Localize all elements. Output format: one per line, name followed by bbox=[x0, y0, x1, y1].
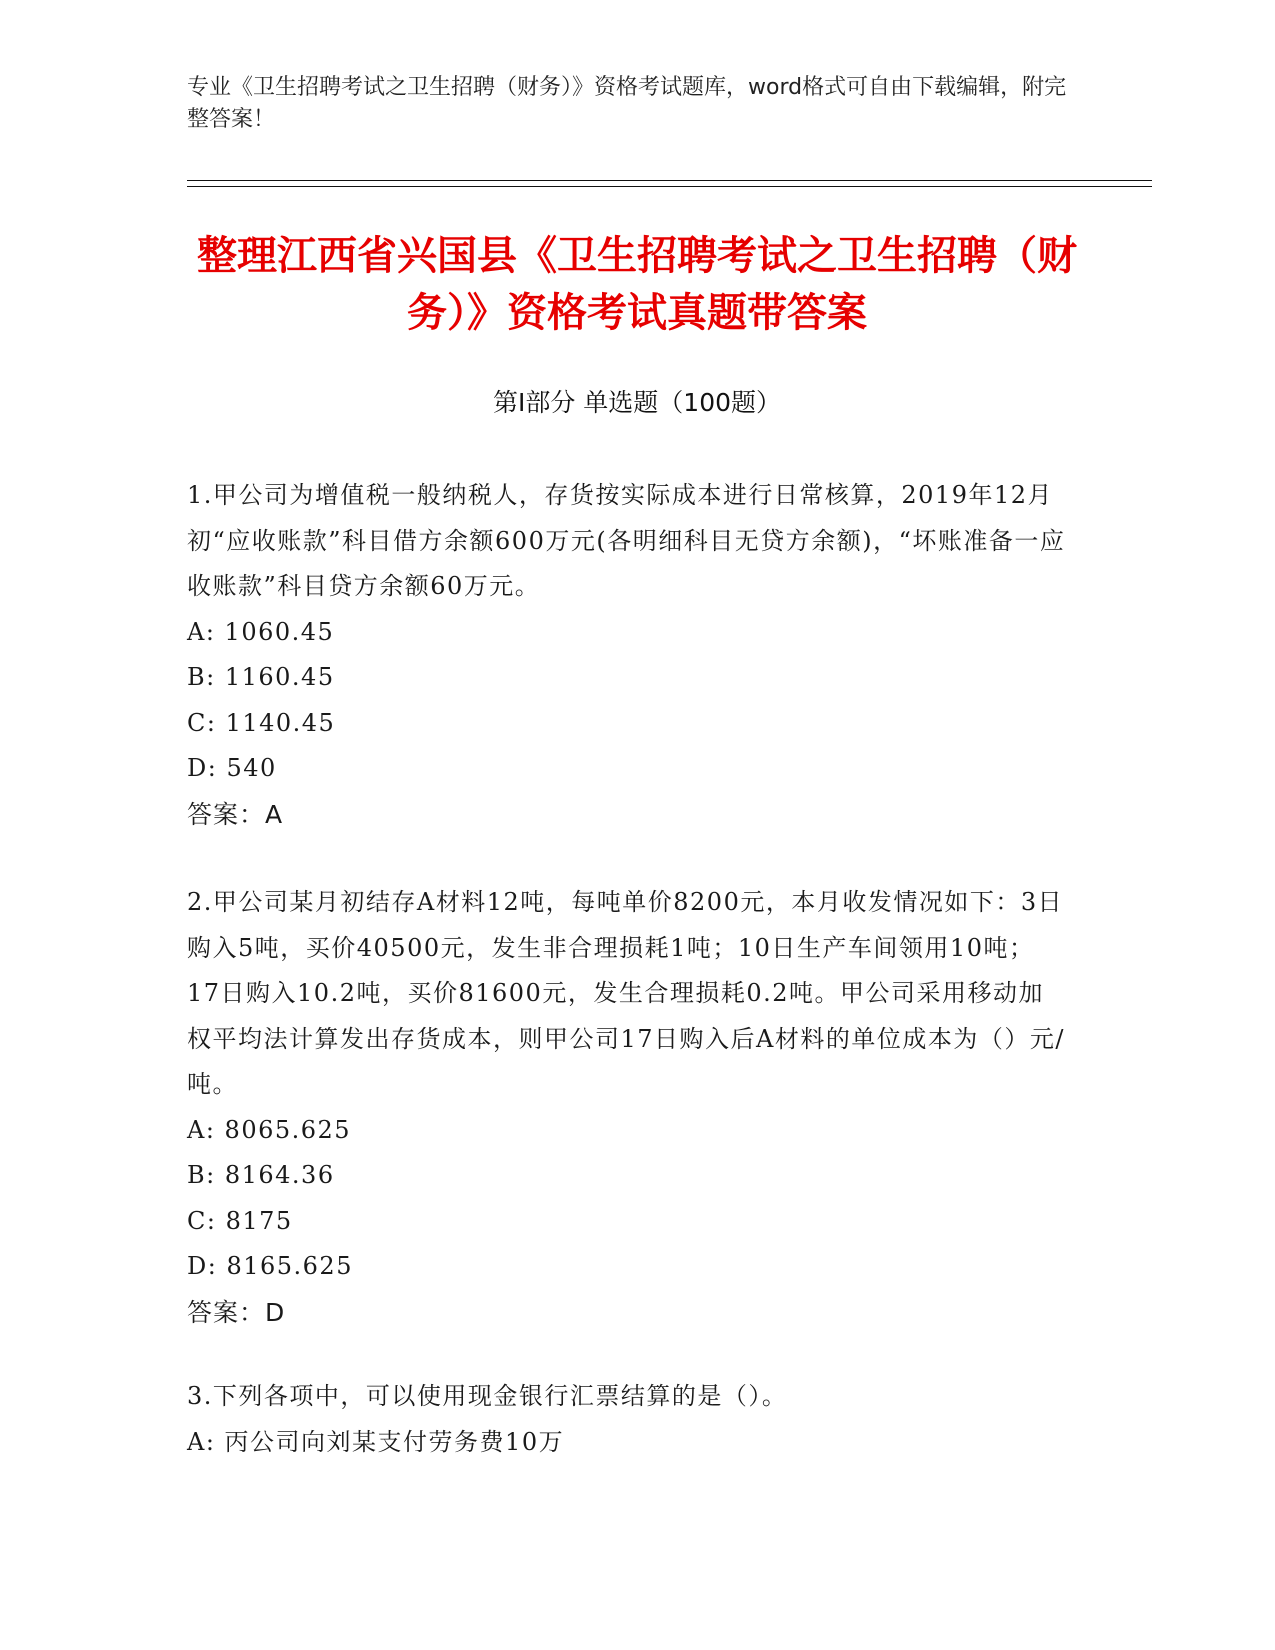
option-c: C: 8175 bbox=[187, 1206, 293, 1235]
option-d: D: 540 bbox=[187, 754, 277, 782]
header-rule-bottom bbox=[187, 186, 1152, 187]
option-b: B: 8164.36 bbox=[187, 1161, 335, 1189]
option-a: A: 8065.625 bbox=[187, 1115, 352, 1144]
answer-line: 答案：A bbox=[187, 799, 284, 829]
question-stem: 2.甲公司某月初结存A材料12吨，每吨单价8200元，本月收发情况如下：3日购入5吨，买价40500元，发生非合理损耗1吨；10日生产车间领用10吨；17日购入10.2吨，买价81600元，发生合理损耗0.2吨。甲公司采用移动加权平均法计算发出存货成本，则甲公司17日购入后A材料的单位成本为（）元/吨。 bbox=[187, 888, 1065, 1098]
header-note: 专业《卫生招聘考试之卫生招聘（财务）》资格考试题库，word格式可自由下载编辑，附完整答案！ bbox=[187, 75, 1067, 132]
option-b: B: 1160.45 bbox=[187, 663, 335, 691]
answer-line: 答案：D bbox=[187, 1297, 286, 1327]
section-heading: 第Ⅰ部分 单选题（100题） bbox=[492, 388, 782, 417]
option-a: A: 1060.45 bbox=[187, 617, 335, 646]
document-title: 整理江西省兴国县《卫生招聘考试之卫生招聘（财务）》资格考试真题带答案 bbox=[197, 233, 1077, 336]
question-2 bbox=[187, 880, 1067, 1335]
question-1 bbox=[187, 473, 1067, 837]
option-d: D: 8165.625 bbox=[187, 1252, 353, 1280]
option-c: C: 1140.45 bbox=[187, 708, 336, 737]
header-rule-top bbox=[187, 180, 1152, 181]
question-stem: 3.下列各项中，可以使用现金银行汇票结算的是（）。 bbox=[187, 1382, 788, 1410]
option-a: A: 丙公司向刘某支付劳务费10万 bbox=[187, 1427, 565, 1456]
question-3 bbox=[187, 1374, 1067, 1465]
question-stem: 1.甲公司为增值税一般纳税人，存货按实际成本进行日常核算，2019年12月初“应收账款”科目借方余额600万元(各明细科目无贷方余额)，“坏账准备一应收账款”科目贷方余额60万元。 bbox=[187, 481, 1066, 600]
